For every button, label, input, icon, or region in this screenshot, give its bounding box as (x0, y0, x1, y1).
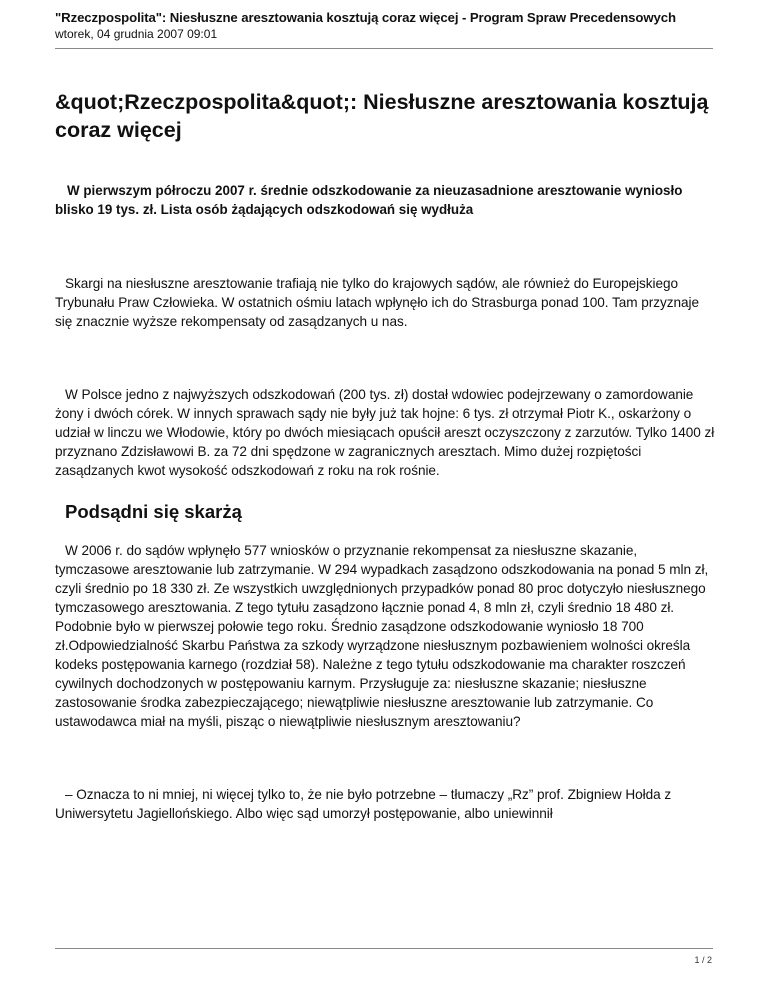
paragraph-1 (55, 274, 715, 331)
paragraph-4 (55, 785, 715, 823)
article-lead (55, 182, 715, 219)
paragraph-4-text: – Oznacza to ni mniej, ni więcej tylko to, że nie było potrzebne – tłumaczy „Rz” prof. Zbigniew Hołda z Uniwersytetu Jagiellońskiego. Albo więc sąd umorzył postępowanie, albo uniewinnił (55, 787, 672, 821)
header-divider (55, 48, 713, 49)
article-body (55, 88, 715, 823)
paragraph-3 (55, 541, 715, 731)
paragraph-2-text: W Polsce jedno z najwyższych odszkodowań (200 tys. zł) dostał wdowiec podejrzewany o zamordowanie żony i dwóch córek. W innych sprawach sądy nie były już tak hojne: 6 tys. zł otrzymał Piotr K., oskarżony o udział w linczu we Włodowie, który po dwóch miesiącach opuścił areszt oczyszczony z zarzutów. Tylko 1400 zł przyznano Zdzisławowi B. za 72 dni spędzone w zagranicznych aresztach. Mimo dużej rozpiętości zasądzanych kwot wysokość odszkodowań z roku na rok rośnie. (55, 387, 715, 478)
article-title: &quot;Rzeczpospolita&quot;: Niesłuszne aresztowania kosztują coraz więcej (55, 90, 709, 142)
section-heading: Podsądni się skarżą (65, 501, 242, 522)
article-lead-text: W pierwszym półroczu 2007 r. średnie odszkodowanie za nieuzasadnione aresztowanie wyniosło blisko 19 tys. zł. Lista osób żądających odszkodowań się wydłuża (55, 183, 683, 217)
paragraph-1-text: Skargi na niesłuszne aresztowanie trafiają nie tylko do krajowych sądów, ale również do Europejskiego Trybunału Praw Człowieka. W ostatnich ośmiu latach wpłynęło ich do Strasburga ponad 100. Tam przyznaje się znacznie wyższe rekompensaty od zasądzanych u nas. (55, 276, 699, 329)
header-title: "Rzeczpospolita": Niesłuszne aresztowania kosztują coraz więcej - Program Spraw Precedensowych (55, 10, 676, 25)
page-header (55, 10, 715, 42)
page-number: 1 / 2 (694, 955, 712, 965)
footer-divider (55, 948, 713, 949)
paragraph-2 (55, 385, 715, 480)
paragraph-3-text: W 2006 r. do sądów wpłynęło 577 wniosków o przyznanie rekompensat za niesłuszne skazanie, tymczasowe aresztowanie lub zatrzymanie. W 294 wypadkach zasądzono odszkodowania na ponad 5 mln zł, czyli średnio po 18 330 zł. Ze wszystkich uwzględnionych przypadków ponad 80 proc dotyczyło niesłusznego tymczasowego aresztowania. Z tego tytułu zasądzono łącznie ponad 4, 8 mln zł, czyli średnio 18 480 zł. Podobnie było w pierwszej połowie tego roku. Średnio zasądzone odszkodowanie wyniosło 18 700 zł.Odpowiedzialność Skarbu Państwa za szkody wyrządzone niesłusznym pozbawieniem wolności określa kodeks postępowania karnego (rozdział 58). Należne z tego tytułu odszkodowanie ma charakter roszczeń cywilnych dochodzonych w postępowaniu karnym. Przysługuje za: niesłuszne skazanie; niesłuszne zastosowanie środka zabezpieczającego; niewątpliwie niesłuszne aresztowanie lub zatrzymanie. Co ustawodawca miał na myśli, pisząc o niewątpliwie niesłusznym aresztowaniu? (55, 543, 709, 729)
header-date: wtorek, 04 grudnia 2007 09:01 (55, 27, 218, 41)
